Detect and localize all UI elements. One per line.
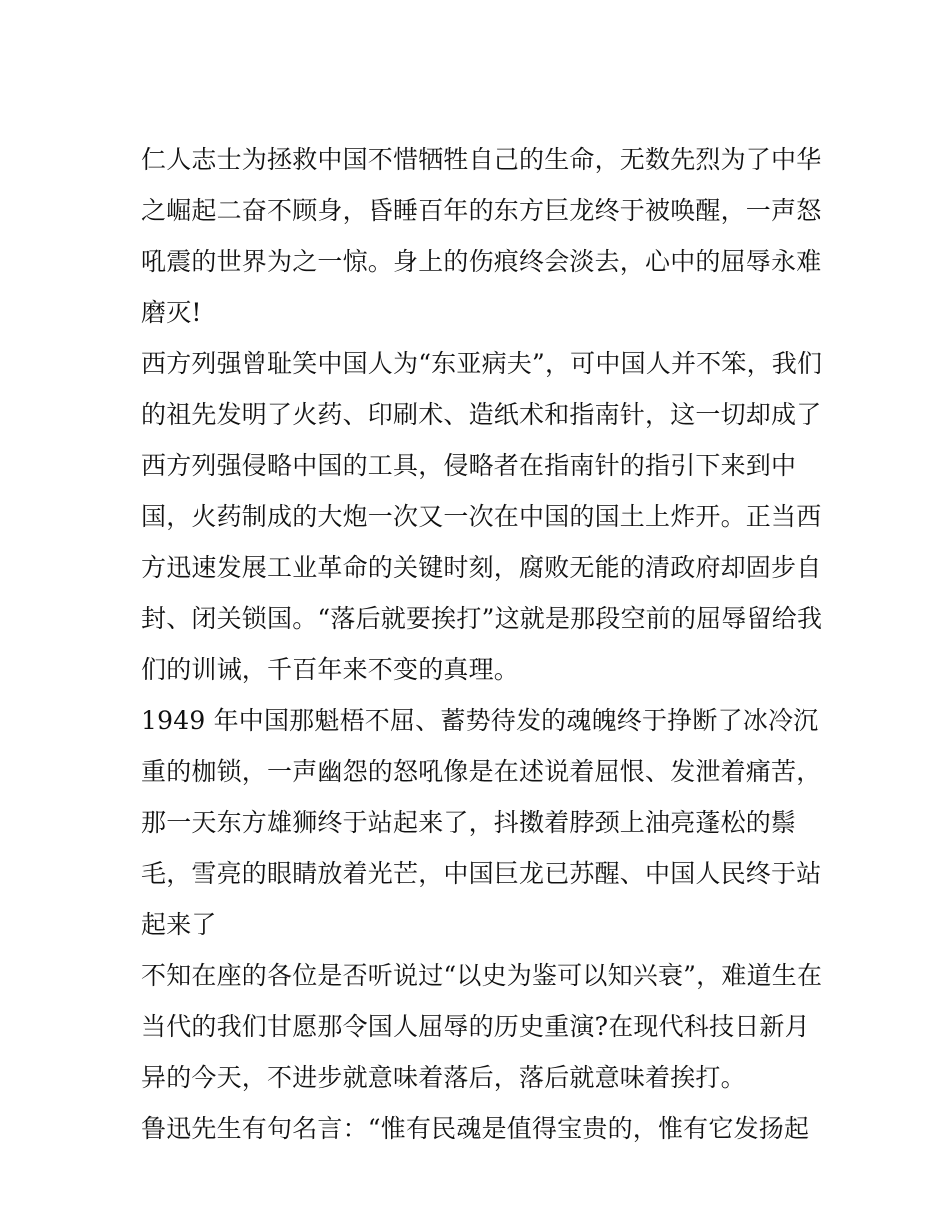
text-line: 们的训诫，千百年来不变的真理。 xyxy=(141,655,520,684)
text-line: 起来了 xyxy=(141,910,217,939)
text-line: 国，火药制成的大炮一次又一次在中国的国土上炸开。正当西 xyxy=(141,502,822,531)
text-line: 当代的我们甘愿那令国人屈辱的历史重演?在现代科技日新月 xyxy=(141,1012,810,1041)
text-line: 磨灭! xyxy=(141,298,202,327)
paragraph-4 xyxy=(141,950,821,1103)
text-line: 1949 年中国那魁梧不屈、蓄势待发的魂魄终于挣断了冰冷沉 xyxy=(141,706,819,735)
text-line: 重的枷锁，一声幽怨的怒吼像是在述说着屈恨、发泄着痛苦， xyxy=(141,757,822,786)
text-line: 鲁迅先生有句名言：“惟有民魂是值得宝贵的，惟有它发扬起 xyxy=(141,1114,810,1143)
document-body xyxy=(141,134,821,1154)
text-line: 吼震的世界为之一惊。身上的伤痕终会淡去，心中的屈辱永难 xyxy=(141,247,822,276)
text-line: 毛，雪亮的眼睛放着光芒，中国巨龙已苏醒、中国人民终于站 xyxy=(141,859,822,888)
text-line: 不知在座的各位是否听说过“以史为鉴可以知兴衰”，难道生在 xyxy=(141,961,823,990)
text-line: 方迅速发展工业革命的关键时刻，腐败无能的清政府却固步自 xyxy=(141,553,822,582)
paragraph-3 xyxy=(141,695,821,950)
paragraph-5 xyxy=(141,1103,821,1154)
text-line: 异的今天，不进步就意味着落后，落后就意味着挨打。 xyxy=(141,1063,746,1092)
text-line: 那一天东方雄狮终于站起来了，抖擞着脖颈上油亮蓬松的鬃 xyxy=(141,808,797,837)
paragraph-1 xyxy=(141,134,821,338)
text-line: 西方列强曾耻笑中国人为“东亚病夫”，可中国人并不笨，我们 xyxy=(141,349,823,378)
text-line: 仁人志士为拯救中国不惜牺牲自己的生命，无数先烈为了中华 xyxy=(141,145,822,174)
text-line: 西方列强侵略中国的工具，侵略者在指南针的指引下来到中 xyxy=(141,451,797,480)
text-line: 的祖先发明了火药、印刷术、造纸术和指南针，这一切却成了 xyxy=(141,400,822,429)
paragraph-2 xyxy=(141,338,821,695)
text-line: 封、闭关锁国。“落后就要挨打”这就是那段空前的屈辱留给我 xyxy=(141,604,823,633)
text-line: 之崛起二奋不顾身，昏睡百年的东方巨龙终于被唤醒，一声怒 xyxy=(141,196,822,225)
